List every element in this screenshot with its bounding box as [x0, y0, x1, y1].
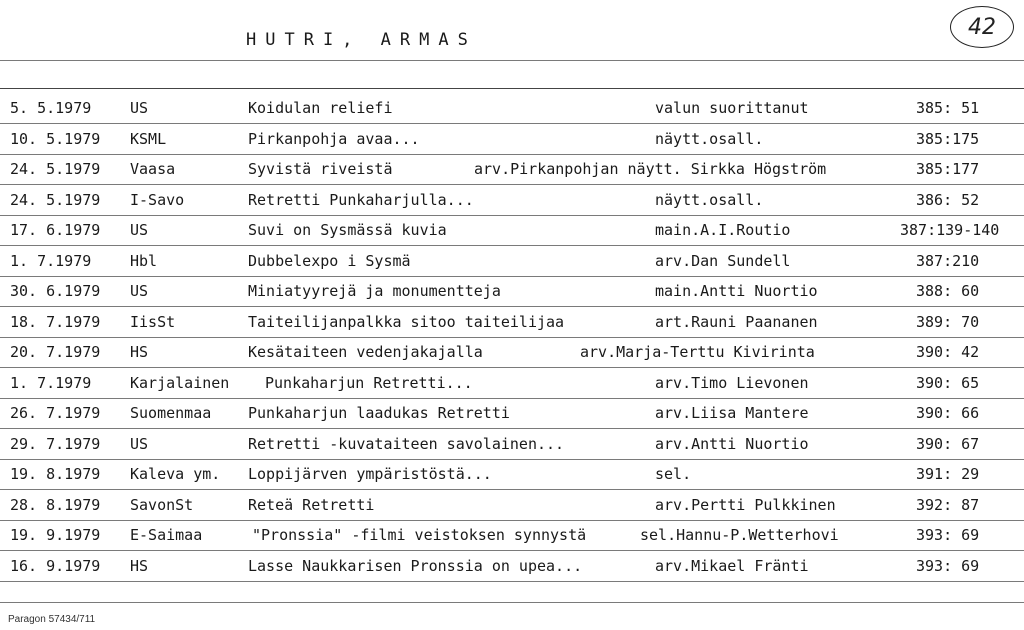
printer-mark: Paragon 57434/711	[8, 614, 96, 625]
row-rule	[0, 489, 1024, 490]
entry-reference: 385:175	[916, 130, 980, 148]
entry-author: main.Antti Nuortio	[655, 282, 818, 300]
entry-source: SavonSt	[130, 496, 194, 514]
entry-source: US	[130, 99, 149, 117]
entry-reference: 393: 69	[916, 557, 980, 575]
top-rule	[0, 60, 1024, 61]
entry-source: Kaleva ym.	[130, 465, 221, 483]
entry-reference: 393: 69	[916, 526, 980, 544]
entry-date: 10. 5.1979	[10, 130, 101, 148]
entry-title: Miniatyyrejä ja monumentteja	[248, 282, 501, 300]
table-row	[0, 221, 1024, 243]
row-rule	[0, 123, 1024, 124]
entry-date: 19. 8.1979	[10, 465, 101, 483]
entry-reference: 385: 51	[916, 99, 980, 117]
entry-reference: 390: 67	[916, 435, 980, 453]
entry-author: arv.Timo Lievonen	[655, 374, 809, 392]
entry-reference: 390: 65	[916, 374, 980, 392]
entry-date: 24. 5.1979	[10, 191, 101, 209]
entry-reference: 387:210	[916, 252, 980, 270]
entry-title: Retretti Punkaharjulla...	[248, 191, 474, 209]
entry-date: 24. 5.1979	[10, 160, 101, 178]
entry-reference: 390: 42	[916, 343, 980, 361]
entry-title: Punkaharjun Retretti...	[265, 374, 473, 392]
entry-source: US	[130, 221, 149, 239]
row-rule	[0, 550, 1024, 551]
entry-author: arv.Marja-Terttu Kivirinta	[580, 343, 815, 361]
table-row	[0, 99, 1024, 121]
table-row	[0, 130, 1024, 152]
entry-date: 20. 7.1979	[10, 343, 101, 361]
entry-reference: 385:177	[916, 160, 980, 178]
row-rule	[0, 215, 1024, 216]
table-row	[0, 160, 1024, 182]
entry-reference: 390: 66	[916, 404, 980, 422]
table-row	[0, 374, 1024, 396]
entry-reference: 388: 60	[916, 282, 980, 300]
entry-title: Syvistä riveistä	[248, 160, 393, 178]
entry-reference: 389: 70	[916, 313, 980, 331]
entry-date: 28. 8.1979	[10, 496, 101, 514]
row-rule	[0, 520, 1024, 521]
row-rule	[0, 306, 1024, 307]
entry-source: Hbl	[130, 252, 158, 270]
entry-source: I-Savo	[130, 191, 185, 209]
card-heading: HUTRI, ARMAS	[246, 30, 477, 50]
row-rule	[0, 367, 1024, 368]
table-row	[0, 465, 1024, 487]
entry-title: Suvi on Sysmässä kuvia	[248, 221, 447, 239]
entry-author: arv.Dan Sundell	[655, 252, 791, 270]
entry-reference: 392: 87	[916, 496, 980, 514]
row-rule	[0, 581, 1024, 582]
entry-title: Kesätaiteen vedenjakajalla	[248, 343, 483, 361]
entry-source: KSML	[130, 130, 167, 148]
entry-title: Loppijärven ympäristöstä...	[248, 465, 492, 483]
entry-author: valun suorittanut	[655, 99, 809, 117]
card-number: 42	[968, 14, 996, 40]
entry-source: Suomenmaa	[130, 404, 212, 422]
row-rule	[0, 428, 1024, 429]
row-rule	[0, 337, 1024, 338]
entry-title: Dubbelexpo i Sysmä	[248, 252, 411, 270]
bottom-rule	[0, 602, 1024, 603]
entry-reference: 391: 29	[916, 465, 980, 483]
table-row	[0, 191, 1024, 213]
entry-date: 18. 7.1979	[10, 313, 101, 331]
entry-author: main.A.I.Routio	[655, 221, 791, 239]
entry-date: 16. 9.1979	[10, 557, 101, 575]
entry-author: sel.	[655, 465, 692, 483]
table-row	[0, 343, 1024, 365]
entry-date: 17. 6.1979	[10, 221, 101, 239]
table-row	[0, 526, 1024, 548]
entry-title: Taiteilijanpalkka sitoo taiteilijaa	[248, 313, 565, 331]
entry-date: 26. 7.1979	[10, 404, 101, 422]
row-rule	[0, 154, 1024, 155]
entry-date: 1. 7.1979	[10, 252, 92, 270]
entry-author: arv.Liisa Mantere	[655, 404, 809, 422]
entry-source: Karjalainen	[130, 374, 230, 392]
entry-author: arv.Mikael Fränti	[655, 557, 809, 575]
table-row	[0, 557, 1024, 579]
table-row	[0, 404, 1024, 426]
entry-source: HS	[130, 343, 149, 361]
entry-reference: 387:139-140	[900, 221, 1000, 239]
top-rule-thick	[0, 88, 1024, 89]
entry-author: art.Rauni Paananen	[655, 313, 818, 331]
row-rule	[0, 245, 1024, 246]
row-rule	[0, 398, 1024, 399]
entry-date: 30. 6.1979	[10, 282, 101, 300]
entry-title: Reteä Retretti	[248, 496, 375, 514]
entry-author: arv.Pertti Pulkkinen	[655, 496, 836, 514]
entry-source: US	[130, 435, 149, 453]
entry-date: 29. 7.1979	[10, 435, 101, 453]
entry-author: näytt.osall.	[655, 191, 764, 209]
entry-source: HS	[130, 557, 149, 575]
entry-author: sel.Hannu-P.Wetterhovi	[640, 526, 839, 544]
entry-date: 5. 5.1979	[10, 99, 92, 117]
entry-title: Lasse Naukkarisen Pronssia on upea...	[248, 557, 583, 575]
entry-author: näytt.osall.	[655, 130, 764, 148]
table-row	[0, 313, 1024, 335]
row-rule	[0, 276, 1024, 277]
table-row	[0, 435, 1024, 457]
entry-reference: 386: 52	[916, 191, 980, 209]
entry-source: IisSt	[130, 313, 176, 331]
entry-source: E-Saimaa	[130, 526, 203, 544]
entry-title: Koidulan reliefi	[248, 99, 393, 117]
entry-title: "Pronssia" -filmi veistoksen synnystä	[252, 526, 587, 544]
entry-title: Punkaharjun laadukas Retretti	[248, 404, 510, 422]
entry-author: arv.Pirkanpohjan näytt. Sirkka Högström	[474, 160, 827, 178]
entry-date: 19. 9.1979	[10, 526, 101, 544]
table-row	[0, 252, 1024, 274]
entry-title: Pirkanpohja avaa...	[248, 130, 420, 148]
table-row	[0, 282, 1024, 304]
entry-author: arv.Antti Nuortio	[655, 435, 809, 453]
row-rule	[0, 459, 1024, 460]
entry-title: Retretti -kuvataiteen savolainen...	[248, 435, 565, 453]
card-number-circle	[950, 6, 1014, 48]
entry-date: 1. 7.1979	[10, 374, 92, 392]
table-row	[0, 496, 1024, 518]
row-rule	[0, 184, 1024, 185]
entry-source: US	[130, 282, 149, 300]
entry-source: Vaasa	[130, 160, 176, 178]
